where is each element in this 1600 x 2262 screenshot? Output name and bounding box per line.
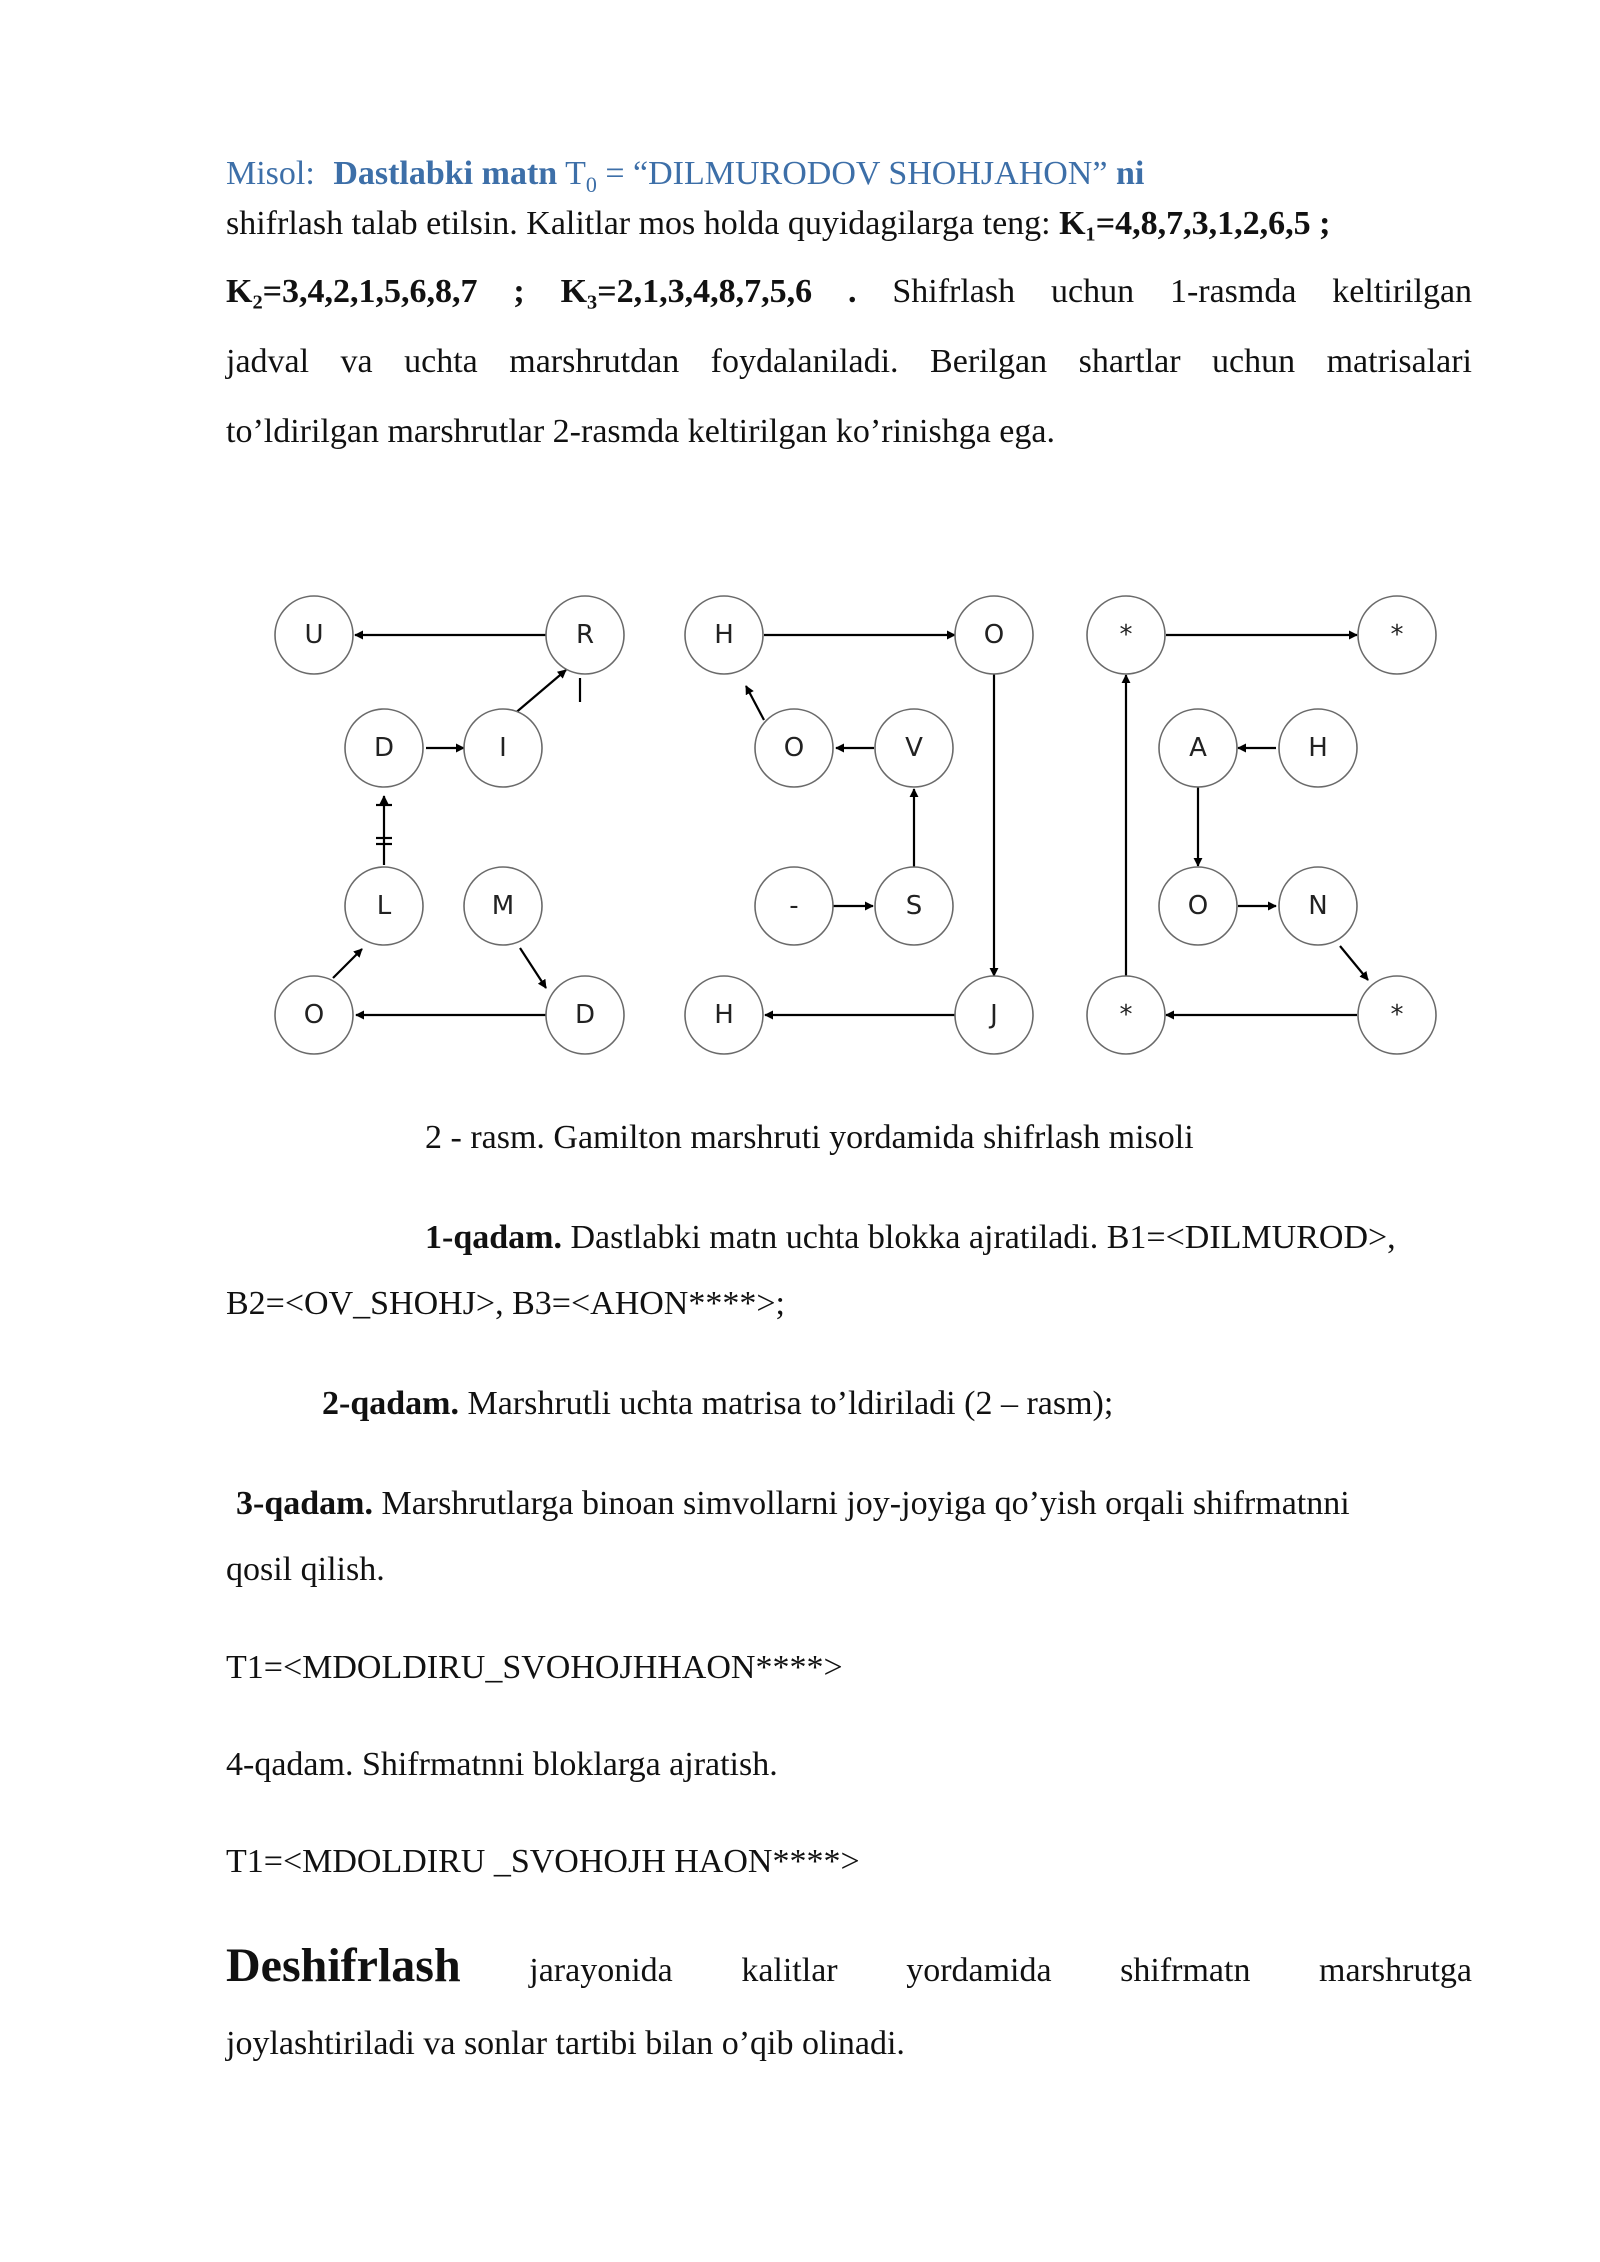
svg-text:H: H [714, 1000, 734, 1030]
deshifr-line-2: joylashtiriladi va sonlar tartibi bilan o’qib olinadi. [226, 2025, 905, 2062]
node-r [546, 596, 624, 674]
svg-text:*: * [1119, 620, 1133, 650]
node-m [464, 867, 542, 945]
node-o-mid [755, 709, 833, 787]
node-a [1159, 709, 1237, 787]
svg-text:D: D [373, 733, 395, 763]
svg-text:L: L [376, 891, 392, 921]
t0-symbol: $T_0$ [565, 155, 597, 197]
step-2-text: Marshrutli uchta matrisa to’ldiriladi (2 – rasm); [467, 1385, 1114, 1422]
intro-line-3-rest: Shifrlash uchun 1-rasmda keltirilgan [892, 273, 1473, 310]
svg-text:O: O [783, 733, 805, 763]
deshifr-line-1 [226, 1938, 1472, 1999]
step-2-line [322, 1384, 1472, 1424]
node-d-bottom [546, 976, 624, 1054]
svg-text:M: M [491, 891, 515, 921]
node-n [1279, 867, 1357, 945]
step-3-continuation: qosil qilish. [226, 1551, 385, 1588]
intro-line-2-text: shifrlash talab etilsin. Kalitlar mos holda quyidagilarga teng: [226, 205, 1051, 242]
step-1-continuation: B2=<OV_SHOHJ>, B3=<AHON****>; [226, 1285, 785, 1322]
svg-text:U: U [304, 620, 324, 650]
svg-text:O: O [983, 620, 1005, 650]
node-star-bl [1087, 976, 1165, 1054]
svg-text:S: S [905, 891, 923, 921]
node-h-bottom [685, 976, 763, 1054]
route-graph-1 [275, 596, 624, 1054]
svg-text:-: - [789, 891, 799, 921]
edge-o-to-h [746, 686, 764, 720]
t0-value: = “DILMURODOV SHOHJAHON” [605, 155, 1108, 192]
key-dot: . [847, 273, 857, 310]
step-4-line: 4-qadam. Shifrmatnni bloklarga ajratish. [226, 1746, 778, 1783]
svg-text:D: D [574, 1000, 596, 1030]
step-2-label: 2-qadam. [322, 1385, 459, 1422]
node-star-tr [1358, 596, 1436, 674]
ciphertext-t1-b: T1=<MDOLDIRU _SVOHOJH HAON****> [226, 1843, 860, 1880]
step-3-line [236, 1484, 1476, 1524]
key-separator: ; [513, 273, 525, 310]
node-v [875, 709, 953, 787]
svg-text:*: * [1390, 1000, 1404, 1030]
node-l [345, 867, 423, 945]
svg-text:H: H [714, 620, 734, 650]
node-o [275, 976, 353, 1054]
node-o-top [955, 596, 1033, 674]
edge-n-to-star-br [1340, 946, 1368, 980]
key-k3: K₃=2,1,3,4,8,7,5,6 [560, 273, 813, 310]
edge-i-to-r [513, 670, 566, 715]
deshifr-bold: Deshifrlash [226, 1939, 461, 1992]
step-1-line [425, 1218, 1555, 1258]
node-o [1159, 867, 1237, 945]
node-h-top [685, 596, 763, 674]
node-d-top [345, 709, 423, 787]
intro-bold-label: Dastlabki matn [333, 155, 558, 192]
svg-text:H: H [1308, 733, 1328, 763]
svg-text:*: * [1119, 1000, 1133, 1030]
intro-line-1 [226, 154, 1406, 205]
intro-line-4: jadval va uchta marshrutdan foydalaniladi. Berilgan shartlar uchun matrisalari [226, 343, 1472, 380]
node-s [875, 867, 953, 945]
edge-o-to-l [333, 949, 362, 978]
node-j [955, 976, 1033, 1054]
svg-text:*: * [1390, 620, 1404, 650]
step-1-text: Dastlabki matn uchta blokka ajratiladi. B1=<DILMUROD>, [570, 1219, 1396, 1256]
node-star-br [1358, 976, 1436, 1054]
step-1-label: 1-qadam. [425, 1219, 562, 1256]
intro-line-5: to’ldirilgan marshrutlar 2-rasmda keltirilgan ko’rinishga ega. [226, 413, 1055, 450]
key-k2: K₂=3,4,2,1,5,6,8,7 [226, 273, 478, 310]
ciphertext-t1-a: T1=<MDOLDIRU_SVOHOJHHAON****> [226, 1649, 843, 1686]
node-i [464, 709, 542, 787]
route-graph-2 [685, 596, 1033, 1054]
svg-text:V: V [905, 733, 923, 763]
step-3-text: Marshrutlarga binoan simvollarni joy-joyiga qo’yish orqali shifrmatnni [381, 1485, 1350, 1522]
svg-text:R: R [575, 620, 595, 650]
svg-text:A: A [1189, 733, 1207, 763]
node-star-tl [1087, 596, 1165, 674]
svg-text:J: J [990, 1000, 998, 1030]
intro-line-3 [226, 272, 1472, 312]
figure-caption: 2 - rasm. Gamilton marshruti yordamida shifrlash misoli [425, 1119, 1194, 1156]
step-3-label: 3-qadam. [236, 1485, 373, 1522]
ni-word: ni [1115, 155, 1145, 192]
node-u [275, 596, 353, 674]
intro-line-2 [226, 204, 1476, 244]
svg-text:O: O [1187, 891, 1209, 921]
svg-text:I: I [499, 733, 507, 763]
node-h [1279, 709, 1357, 787]
svg-text:N: N [1308, 891, 1328, 921]
route-graph-3 [1087, 596, 1436, 1054]
edge-m-to-d [520, 948, 546, 988]
deshifr-rest: jarayonida kalitlar yordamida shifrmatn marshrutga [529, 1952, 1472, 1989]
misol-label: Misol: [226, 155, 315, 192]
hamilton-routes-figure [0, 560, 1600, 1080]
key-k1: K₁=4,8,7,3,1,2,6,5 ; [1059, 205, 1331, 242]
svg-text:O: O [303, 1000, 325, 1030]
node-dash [755, 867, 833, 945]
